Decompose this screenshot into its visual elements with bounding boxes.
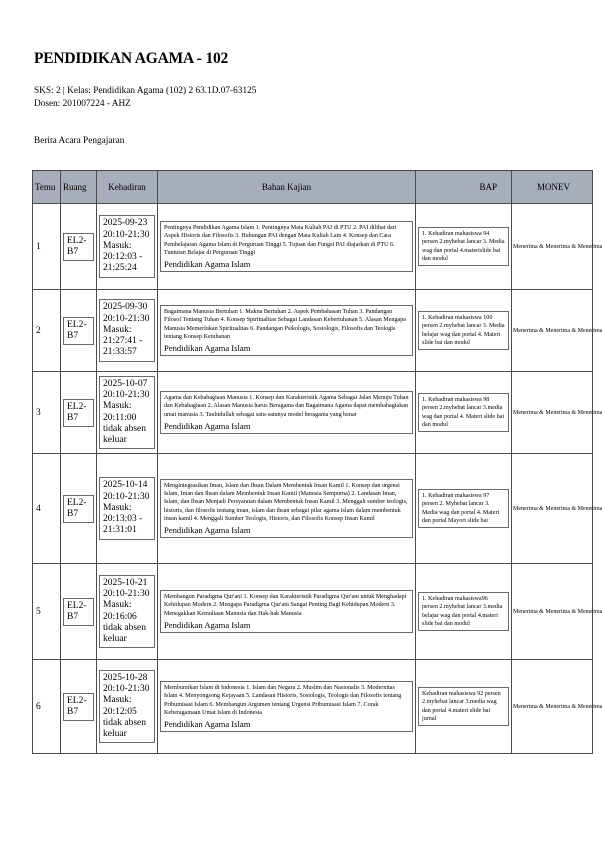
date: 2025-09-23: [103, 218, 148, 229]
column-header-temu: Temu: [33, 171, 61, 204]
check-in-label: Masuk:: [103, 240, 132, 251]
study-material: [160, 479, 413, 537]
material-description: Agama dan Kebahagiaan Manusia 1. Konsep dan Karakteristik Agama Sebagai Jalan Menuju Tuhan dan Kebahagiaan 2. Alasan Manusia harus Beragama dan Bagaimana Agama dapat membahagiakan umat manusia 3. Tauhidullah sebagai satu-satunya model beragama yang benar: [164, 395, 409, 418]
attendance: [99, 670, 155, 743]
bap-notes: 1. Kehadiran mahasiswa96 persen 2.myhebat lancar 3.media belajar wag dan portal 4.materi slide bai dan modul: [418, 592, 509, 630]
table-header-row: [33, 171, 593, 204]
room: EL2-B7: [63, 598, 94, 626]
attendance: [99, 575, 155, 648]
monev-status: Menerima & Menerima & Menerima: [512, 454, 593, 564]
meeting-number: 1: [33, 204, 61, 290]
material-description: Membumikan Islam di Indonesia 1. Islam dan Negara 2. Muslim dan Nasionalis 3. Modernitas Islam 4. Menyongsong Kejayaan 5. Landasan Historis, Sosiologis, Teologis dan Filosofis tentang Pribumisasi Islam 6. Membangun Argumen tentang Urgensi Pribumisasi Islam 7. Corak Keberagamaan Umat Islam di Indonesia: [164, 685, 402, 716]
bap-notes: 1. Kehadiran mahasiswa 100 persen 2.myhebat lancar 3. Media belajar wag dan portal 4. Materi slide bai dan modul: [418, 311, 509, 349]
room: EL2-B7: [63, 233, 94, 261]
monev-status: Menerima & Menerima & Menerima: [512, 372, 593, 454]
check-in-label: Masuk:: [103, 401, 132, 412]
table-row: [33, 204, 593, 290]
table-row: [33, 290, 593, 372]
room: EL2-B7: [63, 693, 94, 721]
check-in-time: 20:11:00: [103, 412, 137, 423]
schedule-time: 20:10-21:30: [103, 491, 150, 502]
check-in-label: Masuk:: [103, 324, 132, 335]
attendance: [99, 299, 155, 361]
schedule-time: 20:10-21:30: [103, 589, 150, 600]
bap-notes: 1. Kehadiran mahasiswa 94 persen 2.myhebat lancar 3. Media wag dan portal 4.materislide bai dan modul: [418, 227, 509, 265]
study-material: [160, 590, 413, 632]
room: EL2-B7: [63, 399, 94, 427]
meeting-number: 6: [33, 660, 61, 754]
material-description: Mengintegrasikan Iman, Islam dan Ihsan Dalam Membentuk Insan Kamil 1. Konsep dan urgensi Islam, Iman dan Ihsan dalam Membentuk Insan Kamil (Manusia Sempurna) 2. Landasan Iman, Islam, dan Ihsan Menjadi Persyaratan dalam Membentuk Insan Kamil 3. Menggali sumber teologis, historis, dan filosofis tentang iman, islam dan ihsan sebagai pilar agama islam dalam membentuk insan kamil 4. Menggali Sumber Teologis, Historis, dan Filosofis Konsep Insan Kamil: [164, 483, 408, 522]
date: 2025-10-28: [103, 672, 148, 683]
check-in-label: Masuk:: [103, 695, 132, 706]
column-header-ruang: Ruang: [61, 171, 97, 204]
attendance-note: tidak absen keluar: [103, 622, 147, 644]
table-row: [33, 454, 593, 564]
study-material: [160, 681, 413, 731]
page-title: PENDIDIKAN AGAMA - 102: [34, 50, 229, 67]
date: 2025-10-21: [103, 577, 148, 588]
monev-status: Menerima & Menerima & Menerima: [512, 204, 593, 290]
schedule-time: 20:10-21:30: [103, 684, 150, 695]
teaching-report-table: [32, 170, 602, 754]
attendance: [99, 376, 155, 449]
bap-notes: Kehadiran mahasiswa 92 persen 2.myhebat lancar 3.media wag dan portal 4.materi slide bai jurnal: [418, 687, 509, 725]
monev-status: Menerima & Menerima & Menerima: [512, 660, 593, 754]
course-name: Pendidikan Agama Islam: [164, 718, 251, 729]
date: 2025-09-30: [103, 302, 148, 313]
attendance-note: tidak absen keluar: [103, 717, 147, 739]
schedule-time: 20:10-21:30: [103, 229, 150, 240]
section-title: Berita Acara Pengajaran: [34, 136, 125, 146]
course-name: Pendidikan Agama Islam: [164, 342, 251, 353]
meeting-number: 5: [33, 564, 61, 660]
check-in-time: 20:13:03 - 21:31:01: [103, 514, 143, 536]
column-header-bap: BAP: [416, 171, 512, 204]
monev-status: Menerima & Menerima & Menerima: [512, 290, 593, 372]
material-description: Membangun Paradigma Qur'ani 1. Konsep dan Karakteristik Paradigma Qur'ani untuk Menghadapi Kehidupan Modern 2. Mengapa Paradigma Qur'ani Sangat Penting Bagi Kehidupan Modern 3. Menegakkan Kemuliaan Manusia dan Hak-hak Manusia: [164, 594, 407, 617]
check-in-time: 20:12:03 - 21:25:24: [103, 252, 143, 274]
room: EL2-B7: [63, 495, 94, 523]
study-material: [160, 391, 413, 433]
check-in-time: 20:16:06: [103, 611, 137, 622]
bap-notes: 1. Kehadiran mahasiswa 98 persen 2.myhebat lancar 3.media wag dan portal 4. Materi slide bai dan modul: [418, 393, 509, 431]
attendance: [99, 215, 155, 277]
study-material: [160, 305, 413, 355]
column-header-kehadiran: Kehadiran: [97, 171, 158, 204]
room: EL2-B7: [63, 317, 94, 345]
course-name: Pendidikan Agama Islam: [164, 524, 251, 535]
monev-status: Menerima & Menerima & Menerima: [512, 564, 593, 660]
course-name: Pendidikan Agama Islam: [164, 420, 251, 431]
check-in-time: 20:12:05: [103, 706, 137, 717]
material-description: Pentingnya Pendidikan Agama Islam 1. Pentingnya Mata Kuliah PAI di PTU 2. PAI dilihat dari Aspek Historis dan Filosofis 3. Hubungan PAI dengan Mata Kuliah Lain 4. Konsep dan Cara Pembelajaran Agama Islam di Perguruan Tinggi 5. Tujuan dan Fungsi PAI diajarkan di PTU 6. Tuntutan Belajar di Perguruan Tinggi: [164, 225, 397, 256]
class-info: SKS: 2 | Kelas: Pendidikan Agama (102) 2 63.1D.07-63125: [34, 86, 257, 96]
course-name: Pendidikan Agama Islam: [164, 258, 251, 269]
table-row: [33, 660, 593, 754]
meeting-number: 2: [33, 290, 61, 372]
meeting-number: 3: [33, 372, 61, 454]
check-in-label: Masuk:: [103, 600, 132, 611]
lecturer-info: Dosen: 201007224 - AHZ: [34, 99, 131, 109]
bap-notes: 1. Kehadiran mahasiswa 97 persen 2. Myhebat lancar 3. Media wag dan portal 4. Materi dan portal Mayori slide bai: [418, 489, 509, 527]
table-row: [33, 564, 593, 660]
column-header-bahan-kajian: Bahan Kajian: [158, 171, 416, 204]
column-header-monev: MONEV: [512, 171, 593, 204]
study-material: [160, 221, 413, 271]
date: 2025-10-14: [103, 480, 148, 491]
meeting-number: 4: [33, 454, 61, 564]
schedule-time: 20:10-21:30: [103, 390, 150, 401]
material-description: Bagaimana Manusia Bertuhan 1. Makna Bertuhan 2. Aspek Pembahasan Tuhan 3. Pandangan Filosof Tentang Tuhan 4. Konsep Spiritualitas Sebagai Landasan Kebertuhanan 5. Alasan Mengapa Manusia Memerlukan Spiritualitas 6. Pandangan Psikologis, Sosiologis, Filosofis dan Teologis tentang Konsep Ketuhanan: [164, 309, 406, 340]
attendance: [99, 477, 155, 539]
course-name: Pendidikan Agama Islam: [164, 619, 251, 630]
attendance-note: tidak absen keluar: [103, 423, 147, 445]
check-in-time: 21:27:41 - 21:33:57: [103, 336, 143, 358]
schedule-time: 20:10-21:30: [103, 313, 150, 324]
check-in-label: Masuk:: [103, 502, 132, 513]
table-row: [33, 372, 593, 454]
date: 2025-10-07: [103, 378, 148, 389]
